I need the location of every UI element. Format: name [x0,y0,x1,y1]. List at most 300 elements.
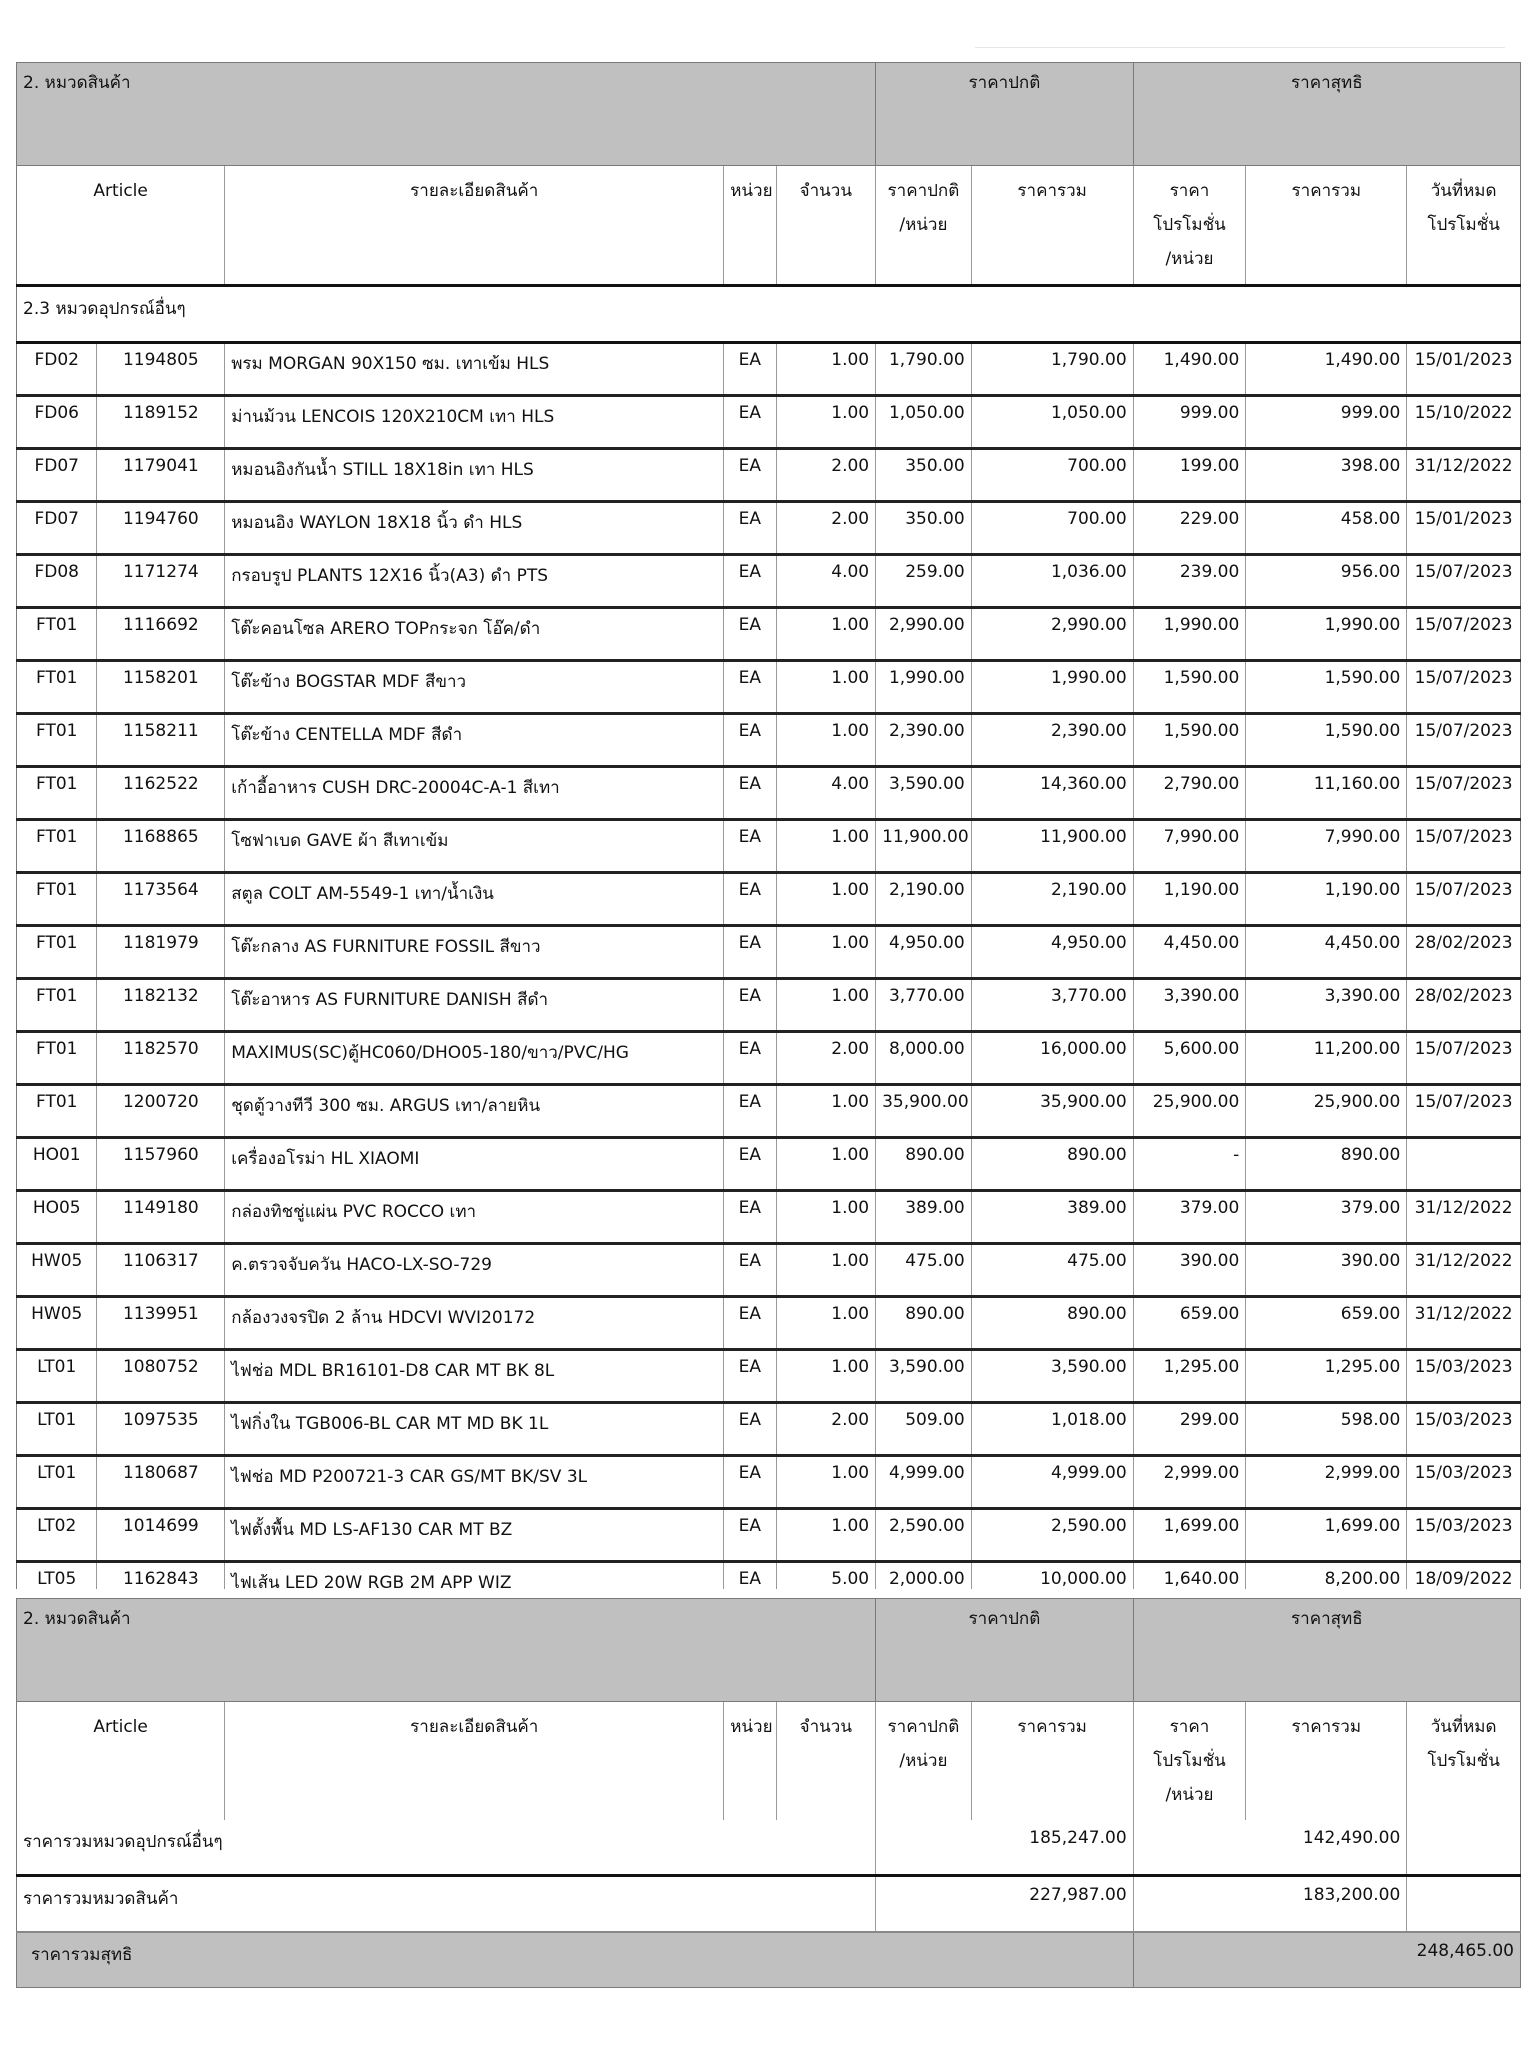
row-qty: 4.00 [776,555,876,608]
row-promo-unit-price: - [1133,1138,1246,1191]
row-description: โต๊ะข้าง BOGSTAR MDF สีขาว [225,661,724,714]
col-regular-unit-line2: /หน่วย [899,215,948,235]
row-regular-total: 475.00 [971,1244,1133,1297]
row-unit: EA [724,873,776,926]
row-unit: EA [724,449,776,502]
row-qty: 1.00 [776,820,876,873]
row-net-total: 398.00 [1246,449,1407,502]
category-total-row [17,1876,1521,1933]
row-description: กรอบรูป PLANTS 12X16 นิ้ว(A3) ดำ PTS [225,555,724,608]
row-regular-total: 1,990.00 [971,661,1133,714]
row-regular-total: 4,950.00 [971,926,1133,979]
row-code: LT01 [17,1403,97,1456]
row-net-total: 7,990.00 [1246,820,1407,873]
table-row [17,820,1521,873]
row-qty: 1.00 [776,714,876,767]
row-promo-end-date: 15/07/2023 [1407,767,1521,820]
category-total-empty [1407,1876,1521,1933]
row-unit: EA [724,1350,776,1403]
row-promo-end-date: 15/07/2023 [1407,608,1521,661]
row-article: 1181979 [97,926,225,979]
row-unit: EA [724,1244,776,1297]
row-description: โต๊ะอาหาร AS FURNITURE DANISH สีดำ [225,979,724,1032]
row-unit: EA [724,1456,776,1509]
row-regular-unit-price: 3,770.00 [876,979,972,1032]
row-net-total: 1,490.00 [1246,343,1407,396]
row-regular-total: 4,999.00 [971,1456,1133,1509]
table-row [17,767,1521,820]
col-net-total-2: ราคารวม [1246,1702,1407,1821]
row-description: โต๊ะข้าง CENTELLA MDF สีดำ [225,714,724,767]
row-regular-unit-price: 890.00 [876,1138,972,1191]
row-qty: 1.00 [776,1191,876,1244]
row-code: LT01 [17,1350,97,1403]
row-article: 1194805 [97,343,225,396]
row-description: โซฟาเบด GAVE ผ้า สีเทาเข้ม [225,820,724,873]
group-net-price-2: ราคาสุทธิ [1133,1599,1520,1702]
row-net-total: 598.00 [1246,1403,1407,1456]
row-article: 1182132 [97,979,225,1032]
row-regular-unit-price: 1,990.00 [876,661,972,714]
row-regular-unit-price: 3,590.00 [876,1350,972,1403]
col-net-total: ราคารวม [1246,166,1407,286]
row-promo-unit-price: 1,490.00 [1133,343,1246,396]
row-net-total: 2,999.00 [1246,1456,1407,1509]
row-promo-unit-price: 4,450.00 [1133,926,1246,979]
row-article: 1182570 [97,1032,225,1085]
row-code: FD07 [17,449,97,502]
col-regular-total: ราคารวม [971,166,1133,286]
row-code: LT01 [17,1456,97,1509]
row-regular-total: 2,190.00 [971,873,1133,926]
row-net-total: 956.00 [1246,555,1407,608]
row-regular-total: 700.00 [971,449,1133,502]
row-code: FD08 [17,555,97,608]
row-net-total: 3,390.00 [1246,979,1407,1032]
row-net-total: 11,200.00 [1246,1032,1407,1085]
col-promo-end-date [1407,166,1521,286]
table-row [17,1032,1521,1085]
row-regular-unit-price: 2,000.00 [876,1562,972,1590]
row-description: หมอนอิง WAYLON 18X18 นิ้ว ดำ HLS [225,502,724,555]
row-qty: 2.00 [776,502,876,555]
row-qty: 1.00 [776,1350,876,1403]
row-promo-unit-price: 1,640.00 [1133,1562,1246,1590]
group-regular-price-2: ราคาปกติ [876,1599,1134,1702]
col-promo-end-line2: โปรโมชั่น [1427,215,1500,235]
products-table [16,62,1521,1589]
row-article: 1080752 [97,1350,225,1403]
row-promo-unit-price: 239.00 [1133,555,1246,608]
row-article: 1106317 [97,1244,225,1297]
section-row [17,286,1521,343]
row-promo-end-date: 31/12/2022 [1407,1244,1521,1297]
section-total-regular: 185,247.00 [876,1820,1134,1876]
row-regular-unit-price: 2,190.00 [876,873,972,926]
summary-table [16,1598,1521,1988]
row-regular-unit-price: 35,900.00 [876,1085,972,1138]
row-description: ไฟช่อ MDL BR16101-D8 CAR MT BK 8L [225,1350,724,1403]
row-promo-end-date: 15/10/2022 [1407,396,1521,449]
row-net-total: 1,990.00 [1246,608,1407,661]
table-row [17,1562,1521,1590]
category-header-row-2 [17,1599,1521,1702]
row-qty: 1.00 [776,661,876,714]
row-regular-total: 3,770.00 [971,979,1133,1032]
row-article: 1157960 [97,1138,225,1191]
row-qty: 1.00 [776,1138,876,1191]
row-regular-total: 14,360.00 [971,767,1133,820]
row-promo-end-date [1407,1138,1521,1191]
section-title: 2.3 หมวดอุปกรณ์อื่นๆ [17,286,1521,343]
row-regular-unit-price: 1,790.00 [876,343,972,396]
row-description: ชุดตู้วางทีวี 300 ซม. ARGUS เทา/ลายหิน [225,1085,724,1138]
col-promo-unit-line1-2: ราคา [1169,1717,1210,1737]
row-regular-total: 1,050.00 [971,396,1133,449]
row-qty: 2.00 [776,1032,876,1085]
row-regular-unit-price: 3,590.00 [876,767,972,820]
row-regular-unit-price: 509.00 [876,1403,972,1456]
column-header-row [17,166,1521,286]
row-unit: EA [724,555,776,608]
row-regular-unit-price: 389.00 [876,1191,972,1244]
row-description: กล่องทิชชู่แผ่น PVC ROCCO เทา [225,1191,724,1244]
row-promo-unit-price: 379.00 [1133,1191,1246,1244]
row-promo-unit-price: 5,600.00 [1133,1032,1246,1085]
col-article-2: Article [17,1702,225,1821]
row-promo-unit-price: 1,990.00 [1133,608,1246,661]
row-qty: 2.00 [776,1403,876,1456]
row-unit: EA [724,1562,776,1590]
row-description: ไฟช่อ MD P200721-3 CAR GS/MT BK/SV 3L [225,1456,724,1509]
row-description: เครื่องอโรม่า HL XIAOMI [225,1138,724,1191]
table-row [17,1085,1521,1138]
row-qty: 1.00 [776,1244,876,1297]
row-regular-total: 1,790.00 [971,343,1133,396]
row-article: 1149180 [97,1191,225,1244]
row-regular-total: 2,990.00 [971,608,1133,661]
row-regular-total: 700.00 [971,502,1133,555]
col-promo-unit-line1: ราคา [1169,181,1210,201]
row-promo-end-date: 15/07/2023 [1407,873,1521,926]
row-code: LT02 [17,1509,97,1562]
row-description: ม่านม้วน LENCOIS 120X210CM เทา HLS [225,396,724,449]
row-promo-unit-price: 199.00 [1133,449,1246,502]
row-qty: 1.00 [776,608,876,661]
col-regular-unit-line1: ราคาปกติ [887,181,960,201]
row-net-total: 1,295.00 [1246,1350,1407,1403]
row-unit: EA [724,1138,776,1191]
category-total-label: ราคารวมหมวดสินค้า [17,1876,876,1933]
row-code: FT01 [17,820,97,873]
table-row [17,396,1521,449]
row-unit: EA [724,926,776,979]
row-description: ไฟเส้น LED 20W RGB 2M APP WIZ [225,1562,724,1590]
row-article: 1194760 [97,502,225,555]
row-promo-unit-price: 1,590.00 [1133,661,1246,714]
table-row [17,979,1521,1032]
row-article: 1179041 [97,449,225,502]
col-promo-unit-line2: โปรโมชั่น [1153,215,1226,235]
table-row [17,714,1521,767]
row-promo-unit-price: 1,699.00 [1133,1509,1246,1562]
row-code: HW05 [17,1297,97,1350]
row-article: 1097535 [97,1403,225,1456]
row-regular-unit-price: 2,590.00 [876,1509,972,1562]
row-code: FT01 [17,979,97,1032]
row-code: FT01 [17,661,97,714]
row-regular-total: 2,590.00 [971,1509,1133,1562]
row-regular-unit-price: 350.00 [876,502,972,555]
row-article: 1116692 [97,608,225,661]
section-total-label: ราคารวมหมวดอุปกรณ์อื่นๆ [17,1820,876,1876]
row-promo-end-date: 28/02/2023 [1407,926,1521,979]
row-qty: 4.00 [776,767,876,820]
row-regular-unit-price: 4,950.00 [876,926,972,979]
row-qty: 2.00 [776,449,876,502]
row-code: FT01 [17,714,97,767]
row-unit: EA [724,1032,776,1085]
row-net-total: 8,200.00 [1246,1562,1407,1590]
table-row [17,1244,1521,1297]
col-regular-unit-price-2 [876,1702,972,1821]
col-promo-end-line1-2: วันที่หมด [1430,1717,1497,1737]
group-regular-price: ราคาปกติ [876,63,1134,166]
category-total-net: 183,200.00 [1133,1876,1407,1933]
row-promo-end-date: 31/12/2022 [1407,1191,1521,1244]
row-code: FD06 [17,396,97,449]
col-promo-unit-line3-2: /หน่วย [1165,1785,1214,1805]
row-promo-end-date: 31/12/2022 [1407,1297,1521,1350]
row-qty: 1.00 [776,926,876,979]
row-promo-unit-price: 3,390.00 [1133,979,1246,1032]
col-qty-2: จำนวน [776,1702,876,1821]
row-article: 1162522 [97,767,225,820]
row-article: 1180687 [97,1456,225,1509]
row-unit: EA [724,343,776,396]
row-promo-unit-price: 1,190.00 [1133,873,1246,926]
row-article: 1139951 [97,1297,225,1350]
row-regular-total: 35,900.00 [971,1085,1133,1138]
row-regular-total: 16,000.00 [971,1032,1133,1085]
row-description: ไฟกิ่งใน TGB006-BL CAR MT MD BK 1L [225,1403,724,1456]
row-unit: EA [724,767,776,820]
section-total-net: 142,490.00 [1133,1820,1407,1876]
row-net-total: 1,590.00 [1246,661,1407,714]
col-promo-end-date-2 [1407,1702,1521,1821]
col-promo-unit-line2-2: โปรโมชั่น [1153,1751,1226,1771]
row-code: FD02 [17,343,97,396]
table-row [17,1350,1521,1403]
row-article: 1173564 [97,873,225,926]
row-description: กล้องวงจรปิด 2 ล้าน HDCVI WVI20172 [225,1297,724,1350]
grand-net-value: 248,465.00 [1133,1932,1520,1988]
col-promo-unit-price-2 [1133,1702,1246,1821]
row-code: LT05 [17,1562,97,1590]
row-net-total: 1,699.00 [1246,1509,1407,1562]
group-net-price: ราคาสุทธิ [1133,63,1520,166]
col-regular-unit-price [876,166,972,286]
row-code: FT01 [17,1085,97,1138]
row-promo-end-date: 15/07/2023 [1407,714,1521,767]
table-row [17,1456,1521,1509]
row-code: HW05 [17,1244,97,1297]
row-promo-end-date: 15/03/2023 [1407,1509,1521,1562]
row-promo-end-date: 15/01/2023 [1407,502,1521,555]
section-total-row [17,1820,1521,1876]
row-promo-end-date: 15/07/2023 [1407,1085,1521,1138]
col-promo-unit-line3: /หน่วย [1165,249,1214,269]
table-row [17,608,1521,661]
row-promo-end-date: 15/07/2023 [1407,820,1521,873]
table-row [17,343,1521,396]
row-promo-end-date: 15/03/2023 [1407,1350,1521,1403]
category-header-row [17,63,1521,166]
row-code: FT01 [17,926,97,979]
row-unit: EA [724,1403,776,1456]
row-qty: 5.00 [776,1562,876,1590]
row-regular-unit-price: 259.00 [876,555,972,608]
row-promo-end-date: 31/12/2022 [1407,449,1521,502]
row-code: FD07 [17,502,97,555]
row-regular-total: 389.00 [971,1191,1133,1244]
col-regular-unit-line2-2: /หน่วย [899,1751,948,1771]
row-unit: EA [724,1509,776,1562]
table-row [17,449,1521,502]
col-qty: จำนวน [776,166,876,286]
row-regular-unit-price: 11,900.00 [876,820,972,873]
row-promo-unit-price: 2,999.00 [1133,1456,1246,1509]
column-header-row-2 [17,1702,1521,1821]
row-unit: EA [724,608,776,661]
row-description: เก้าอี้อาหาร CUSH DRC-20004C-A-1 สีเทา [225,767,724,820]
row-net-total: 999.00 [1246,396,1407,449]
table-row [17,661,1521,714]
row-qty: 1.00 [776,1297,876,1350]
row-promo-unit-price: 659.00 [1133,1297,1246,1350]
table-row [17,1403,1521,1456]
category-total-regular: 227,987.00 [876,1876,1134,1933]
row-description: โต๊ะกลาง AS FURNITURE FOSSIL สีขาว [225,926,724,979]
col-promo-unit-price [1133,166,1246,286]
row-article: 1168865 [97,820,225,873]
row-code: HO05 [17,1191,97,1244]
row-unit: EA [724,1191,776,1244]
row-unit: EA [724,1085,776,1138]
row-regular-total: 1,018.00 [971,1403,1133,1456]
row-promo-end-date: 15/03/2023 [1407,1456,1521,1509]
row-net-total: 659.00 [1246,1297,1407,1350]
rows-body [17,343,1521,1590]
row-qty: 1.00 [776,873,876,926]
section-total-empty [1407,1820,1521,1876]
col-promo-end-line2-2: โปรโมชั่น [1427,1751,1500,1771]
row-promo-end-date: 15/03/2023 [1407,1403,1521,1456]
row-article: 1158211 [97,714,225,767]
row-unit: EA [724,820,776,873]
row-qty: 1.00 [776,343,876,396]
row-regular-unit-price: 890.00 [876,1297,972,1350]
row-net-total: 25,900.00 [1246,1085,1407,1138]
row-code: FT01 [17,1032,97,1085]
row-qty: 1.00 [776,396,876,449]
row-regular-unit-price: 2,990.00 [876,608,972,661]
row-description: พรม MORGAN 90X150 ซม. เทาเข้ม HLS [225,343,724,396]
row-code: FT01 [17,767,97,820]
grand-net-label: ราคารวมสุทธิ [17,1932,1134,1988]
row-regular-total: 890.00 [971,1297,1133,1350]
row-qty: 1.00 [776,979,876,1032]
row-description: สตูล COLT AM-5549-1 เทา/น้ำเงิน [225,873,724,926]
row-regular-total: 11,900.00 [971,820,1133,873]
row-qty: 1.00 [776,1085,876,1138]
row-article: 1014699 [97,1509,225,1562]
row-promo-unit-price: 7,990.00 [1133,820,1246,873]
row-promo-end-date: 15/07/2023 [1407,555,1521,608]
row-net-total: 390.00 [1246,1244,1407,1297]
row-net-total: 458.00 [1246,502,1407,555]
row-unit: EA [724,396,776,449]
row-description: หมอนอิงกันน้ำ STILL 18X18in เทา HLS [225,449,724,502]
col-promo-end-line1: วันที่หมด [1430,181,1497,201]
table-row [17,1138,1521,1191]
row-code: HO01 [17,1138,97,1191]
row-promo-unit-price: 999.00 [1133,396,1246,449]
row-net-total: 1,190.00 [1246,873,1407,926]
row-promo-unit-price: 390.00 [1133,1244,1246,1297]
row-article: 1158201 [97,661,225,714]
row-article: 1200720 [97,1085,225,1138]
col-regular-unit-line1-2: ราคาปกติ [887,1717,960,1737]
row-promo-unit-price: 2,790.00 [1133,767,1246,820]
row-description: โต๊ะคอนโซล ARERO TOPกระจก โอ๊ค/ดำ [225,608,724,661]
table-row [17,873,1521,926]
row-net-total: 4,450.00 [1246,926,1407,979]
row-promo-end-date: 18/09/2022 [1407,1562,1521,1590]
row-code: FT01 [17,873,97,926]
row-promo-end-date: 15/07/2023 [1407,1032,1521,1085]
row-article: 1162843 [97,1562,225,1590]
row-net-total: 379.00 [1246,1191,1407,1244]
row-regular-unit-price: 2,390.00 [876,714,972,767]
row-unit: EA [724,1297,776,1350]
row-promo-end-date: 28/02/2023 [1407,979,1521,1032]
row-promo-unit-price: 25,900.00 [1133,1085,1246,1138]
category-title-2: 2. หมวดสินค้า [17,1599,876,1702]
row-promo-end-date: 15/01/2023 [1407,343,1521,396]
row-regular-total: 2,390.00 [971,714,1133,767]
col-article: Article [17,166,225,286]
table-row [17,502,1521,555]
row-regular-total: 890.00 [971,1138,1133,1191]
col-description-2: รายละเอียดสินค้า [225,1702,724,1821]
row-promo-end-date: 15/07/2023 [1407,661,1521,714]
table-row [17,926,1521,979]
row-unit: EA [724,502,776,555]
row-article: 1171274 [97,555,225,608]
table-row [17,1509,1521,1562]
row-net-total: 11,160.00 [1246,767,1407,820]
row-unit: EA [724,714,776,767]
col-regular-total-2: ราคารวม [971,1702,1133,1821]
row-promo-unit-price: 229.00 [1133,502,1246,555]
col-unit: หน่วย [724,166,776,286]
row-unit: EA [724,661,776,714]
row-description: MAXIMUS(SC)ตู้HC060/DHO05-180/ขาว/PVC/HG [225,1032,724,1085]
row-net-total: 890.00 [1246,1138,1407,1191]
row-regular-unit-price: 350.00 [876,449,972,502]
row-unit: EA [724,979,776,1032]
